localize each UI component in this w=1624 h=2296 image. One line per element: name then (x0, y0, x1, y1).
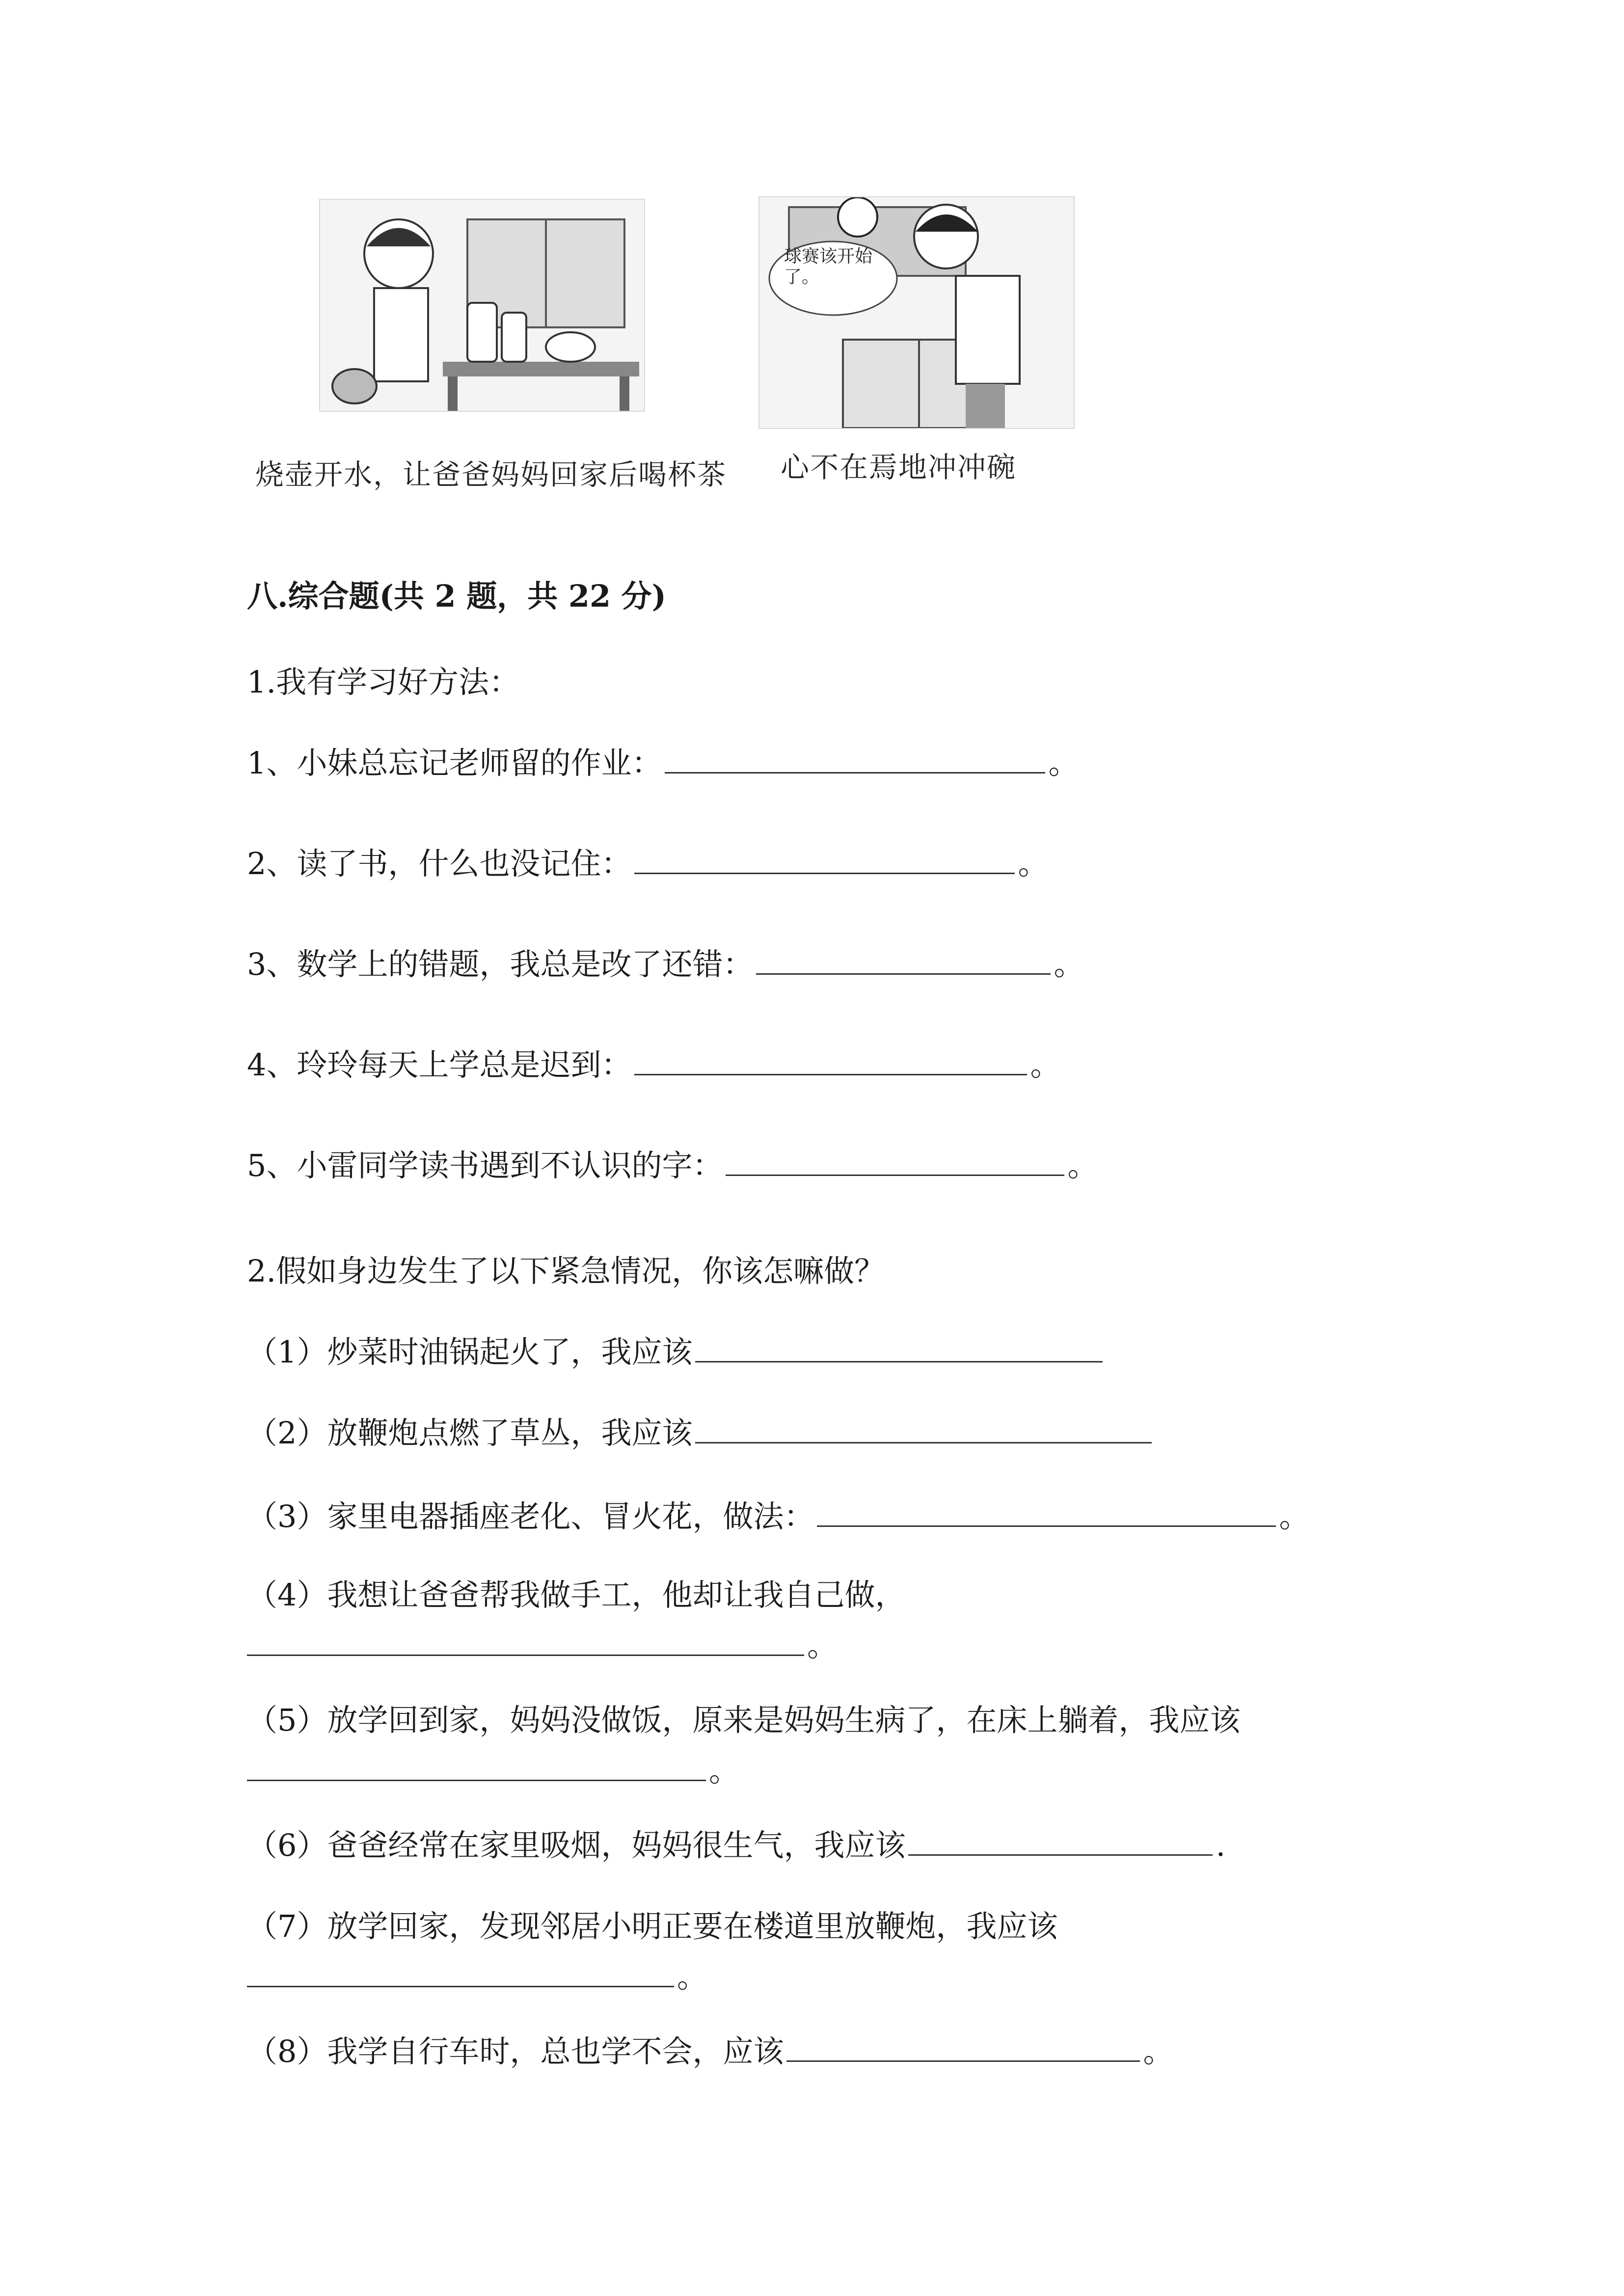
item-end: 。 (1067, 1148, 1098, 1183)
answer-blank[interactable] (817, 1497, 1276, 1527)
question-1-title: 1.我有学习好方法： (247, 664, 520, 700)
answer-blank[interactable] (908, 1826, 1213, 1856)
question-2-item-6 (247, 1821, 1225, 1865)
question-1-item-4 (247, 1041, 1060, 1084)
section-title: 八.综合题(共 2 题，共 22 分) (247, 578, 667, 614)
question-1-item-1 (247, 739, 1079, 782)
item-text: 2、读了书，什么也没记住： (247, 846, 632, 881)
item-text: 5、小雷同学读书遇到不认识的字： (247, 1148, 723, 1183)
item-end: 。 (1018, 846, 1049, 881)
answer-blank[interactable] (726, 1146, 1064, 1176)
item-text: （7）放学回家，发现邻居小明正要在楼道里放鞭炮，我应该 (247, 1908, 1058, 1944)
answer-blank[interactable] (634, 1045, 1027, 1075)
item-end: 。 (1054, 946, 1084, 982)
item-text: （3）家里电器插座老化、冒火花，做法： (247, 1498, 814, 1534)
item-text: （8）我学自行车时，总也学不会，应该 (247, 2033, 784, 2069)
item-end: 。 (1030, 1047, 1061, 1083)
question-2-item-2 (247, 1409, 1155, 1452)
question-2-item-4 (247, 1571, 905, 1665)
illustration-wash-bowls (758, 196, 1075, 429)
item-end: . (1216, 1827, 1226, 1863)
illustration-boil-water (319, 199, 645, 412)
question-2-item-3 (247, 1492, 1309, 1536)
answer-blank[interactable] (665, 744, 1045, 774)
item-end: 。 (709, 1753, 740, 1789)
question-2-item-5 (247, 1696, 1240, 1790)
thought-bubble-text: 球赛该开始了。 (784, 246, 873, 287)
answer-blank[interactable] (695, 1414, 1152, 1443)
question-1-item-5 (247, 1141, 1098, 1185)
illustration-caption: 心不在焉地冲冲碗 (781, 451, 1017, 484)
answer-blank[interactable] (247, 1626, 804, 1656)
question-1-item-2 (247, 839, 1048, 883)
item-text: 4、玲玲每天上学总是迟到： (247, 1047, 632, 1083)
answer-blank[interactable] (786, 2032, 1140, 2062)
question-2-item-8 (247, 2027, 1173, 2071)
answer-blank[interactable] (695, 1333, 1103, 1362)
item-end: 。 (1048, 745, 1079, 781)
question-2-item-1 (247, 1328, 1106, 1371)
item-end: 。 (807, 1628, 838, 1663)
answer-blank[interactable] (247, 1751, 706, 1781)
item-text: （4）我想让爸爸帮我做手工，他却让我自己做， (247, 1577, 906, 1613)
item-end: 。 (1143, 2033, 1174, 2069)
item-text: （1）炒菜时油锅起火了，我应该 (247, 1334, 693, 1370)
answer-blank[interactable] (634, 844, 1015, 874)
question-1-item-3 (247, 940, 1084, 984)
item-text: （5）放学回到家，妈妈没做饭，原来是妈妈生病了，在床上躺着，我应该 (247, 1702, 1241, 1738)
item-end: 。 (677, 1959, 708, 1995)
item-text: 1、小妹总忘记老师留的作业： (247, 745, 662, 781)
answer-blank[interactable] (756, 945, 1051, 975)
question-2-title: 2.假如身边发生了以下紧急情况，你该怎嘛做？ (247, 1253, 885, 1289)
item-end: 。 (1279, 1498, 1310, 1534)
item-text: 3、数学上的错题，我总是改了还错： (247, 946, 754, 982)
question-2-item-7 (247, 1902, 1057, 1996)
illustration-caption: 烧壶开水，让爸爸妈妈回家后喝杯茶 (255, 458, 727, 491)
item-text: （2）放鞭炮点燃了草丛，我应该 (247, 1415, 693, 1451)
item-text: （6）爸爸经常在家里吸烟，妈妈很生气，我应该 (247, 1827, 906, 1863)
answer-blank[interactable] (247, 1957, 674, 1987)
